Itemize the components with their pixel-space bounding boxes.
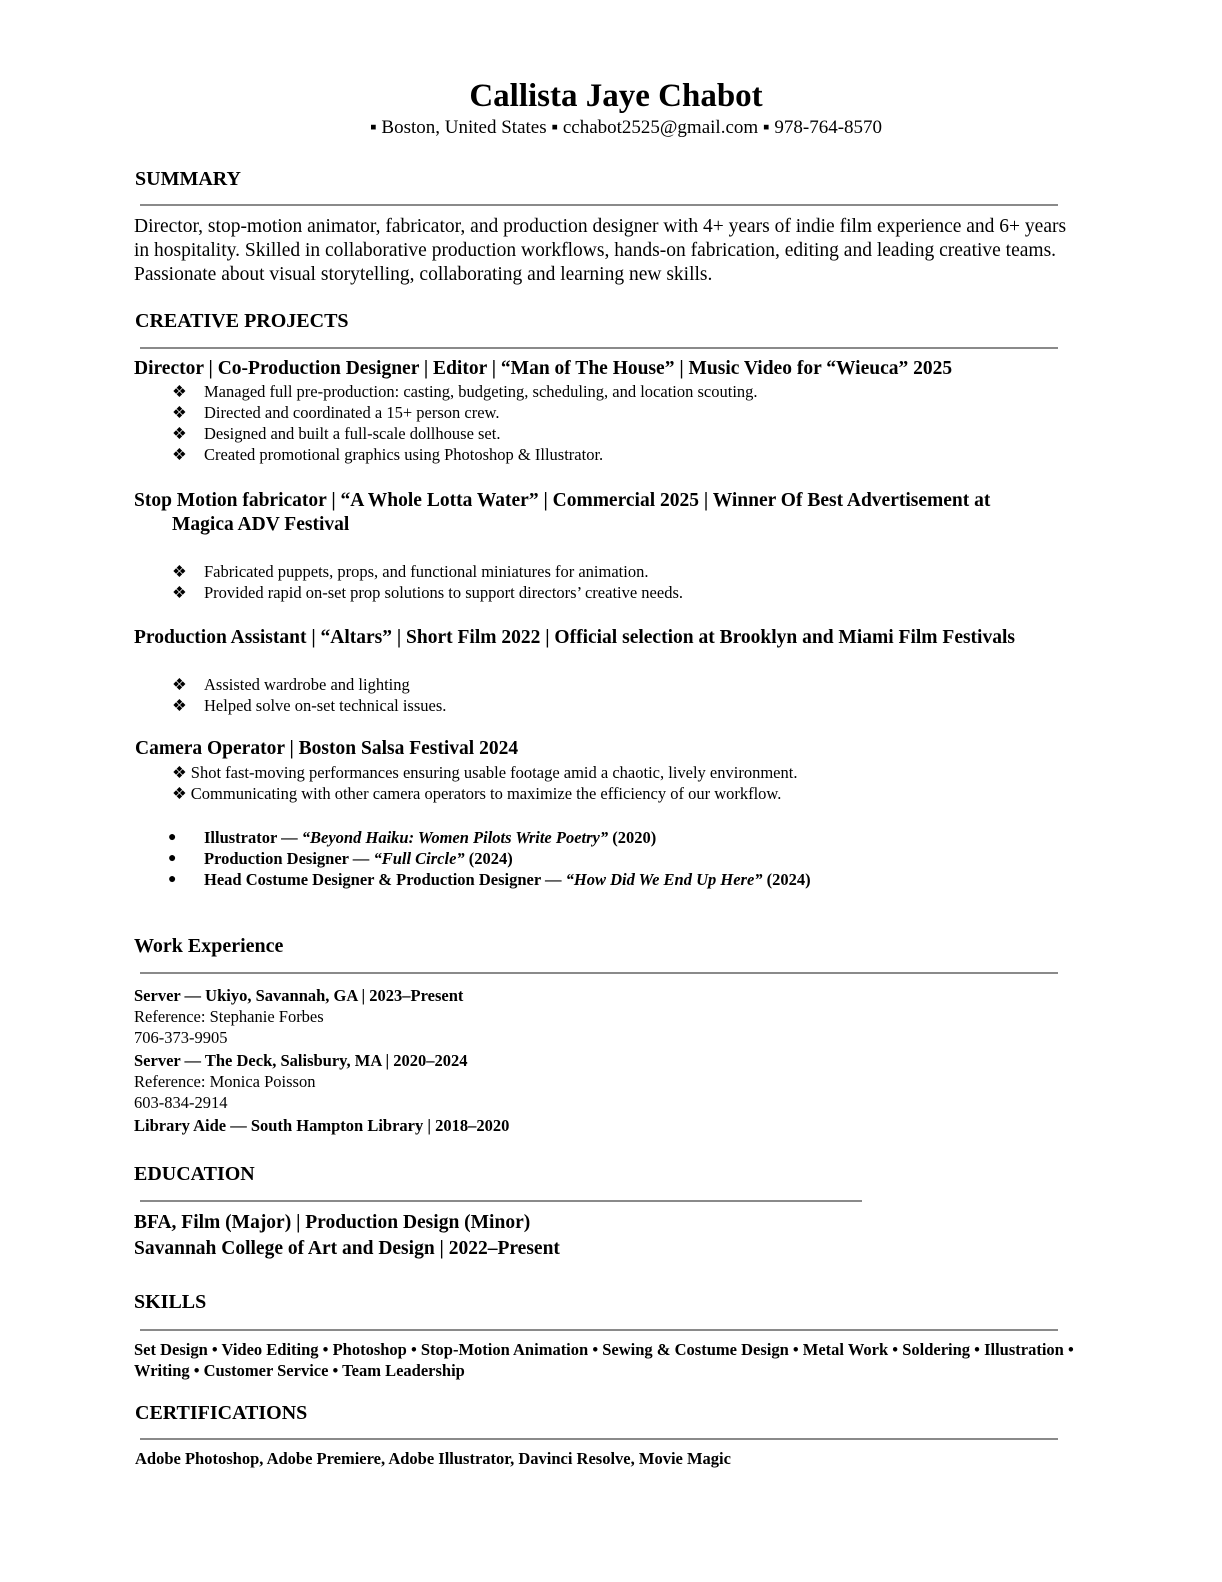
- other-projects-list: [168, 827, 811, 890]
- list-item: ❖ Managed full pre-production: casting, budgeting, scheduling, and location scouting.: [172, 382, 758, 401]
- project-title: Production Assistant | “Altars” | Short Film 2022 | Official selection at Brooklyn and Miami Film Festivals: [134, 627, 1015, 648]
- skills-divider: [140, 1329, 1058, 1331]
- education-divider: [140, 1200, 862, 1202]
- list-item: ❖ Communicating with other camera operators to maximize the efficiency of our workflow.: [172, 784, 782, 803]
- list-item: ● Head Costume Designer & Production Designer — “How Did We End Up Here” (2024): [168, 870, 811, 889]
- work-experience-divider: [140, 972, 1058, 974]
- creative-projects-heading: CREATIVE PROJECTS: [135, 310, 349, 332]
- project-bullets: [172, 762, 797, 804]
- summary-heading: SUMMARY: [135, 168, 241, 190]
- list-item: ❖ Fabricated puppets, props, and functional miniatures for animation.: [172, 562, 649, 581]
- certifications-heading: CERTIFICATIONS: [135, 1402, 308, 1424]
- list-item: ❖ Created promotional graphics using Photoshop & Illustrator.: [172, 445, 604, 464]
- list-item: ❖ Shot fast-moving performances ensuring usable footage amid a chaotic, lively environment.: [172, 763, 798, 782]
- list-item: ● Illustrator — “Beyond Haiku: Women Pilots Write Poetry” (2020): [168, 828, 657, 847]
- education-details: [134, 1210, 560, 1262]
- project-bullets: [172, 561, 683, 603]
- school: Savannah College of Art and Design | 2022–Present: [134, 1238, 560, 1259]
- applicant-name: Callista Jaye Chabot: [469, 78, 763, 114]
- job-reference-phone: 603-834-2914: [134, 1093, 228, 1112]
- contact-line: ▪ Boston, United States ▪ cchabot2525@gmail.com ▪ 978-764-8570: [369, 117, 883, 138]
- work-experience-heading: Work Experience: [134, 935, 284, 957]
- skills-list: Set Design • Video Editing • Photoshop • Stop-Motion Animation • Sewing & Costume Design • Metal Work • Soldering • Illustration • Writing • Customer Service • Team Leadership: [134, 1340, 1074, 1380]
- project-bullets: [172, 674, 446, 716]
- job-title: Library Aide — South Hampton Library | 2018–2020: [134, 1116, 510, 1135]
- project-title-continued: Magica ADV Festival: [172, 514, 350, 535]
- diamond-bullet-icon: ❖: [172, 403, 187, 422]
- list-item: ❖ Provided rapid on-set prop solutions to support directors’ creative needs.: [172, 583, 683, 602]
- certifications-divider: [140, 1438, 1058, 1440]
- summary-divider: [140, 204, 1058, 206]
- education-heading: EDUCATION: [134, 1163, 255, 1185]
- diamond-bullet-icon: ❖: [172, 675, 187, 694]
- job-reference-phone: 706-373-9905: [134, 1028, 228, 1047]
- diamond-bullet-icon: ❖: [172, 562, 187, 581]
- project-bullets: [172, 381, 758, 465]
- job-title: Server — The Deck, Salisbury, MA | 2020–2024: [134, 1051, 468, 1070]
- job-reference: Reference: Monica Poisson: [134, 1072, 316, 1091]
- diamond-bullet-icon: ❖: [172, 445, 187, 464]
- diamond-bullet-icon: ❖: [172, 763, 187, 782]
- list-item: ❖ Directed and coordinated a 15+ person crew.: [172, 403, 500, 422]
- list-item: ❖ Designed and built a full-scale dollhouse set.: [172, 424, 501, 443]
- job-reference: Reference: Stephanie Forbes: [134, 1007, 324, 1026]
- certifications-list: Adobe Photoshop, Adobe Premiere, Adobe Illustrator, Davinci Resolve, Movie Magic: [135, 1449, 731, 1468]
- skills-heading: SKILLS: [134, 1291, 207, 1313]
- creative-projects-divider: [140, 347, 1058, 349]
- list-item: ❖ Helped solve on-set technical issues.: [172, 696, 447, 715]
- project-title: Stop Motion fabricator | “A Whole Lotta Water” | Commercial 2025 | Winner Of Best Advertisement at: [134, 490, 991, 511]
- job-title: Server — Ukiyo, Savannah, GA | 2023–Present: [134, 986, 464, 1005]
- diamond-bullet-icon: ❖: [172, 696, 187, 715]
- diamond-bullet-icon: ❖: [172, 784, 187, 803]
- diamond-bullet-icon: ❖: [172, 583, 187, 602]
- diamond-bullet-icon: ❖: [172, 424, 187, 443]
- dot-bullet-icon: ●: [168, 830, 177, 845]
- work-history: [134, 985, 509, 1136]
- project-title: Director | Co-Production Designer | Editor | “Man of The House” | Music Video for “Wieuca” 2025: [134, 358, 953, 379]
- dot-bullet-icon: ●: [168, 872, 177, 887]
- project-title: Camera Operator | Boston Salsa Festival 2024: [135, 738, 519, 759]
- list-item: ❖ Assisted wardrobe and lighting: [172, 675, 410, 694]
- degree: BFA, Film (Major) | Production Design (Minor): [134, 1212, 531, 1233]
- dot-bullet-icon: ●: [168, 851, 177, 866]
- diamond-bullet-icon: ❖: [172, 382, 187, 401]
- list-item: ● Production Designer — “Full Circle” (2024): [168, 849, 513, 868]
- summary-text: Director, stop-motion animator, fabricator, and production designer with 4+ years of indie film experience and 6+ years in hospitality. Skilled in collaborative production workflows, hands-on fabrication, editing and leading creative teams. Passionate about visual storytelling, collaborating and learning new skills.: [134, 216, 1067, 285]
